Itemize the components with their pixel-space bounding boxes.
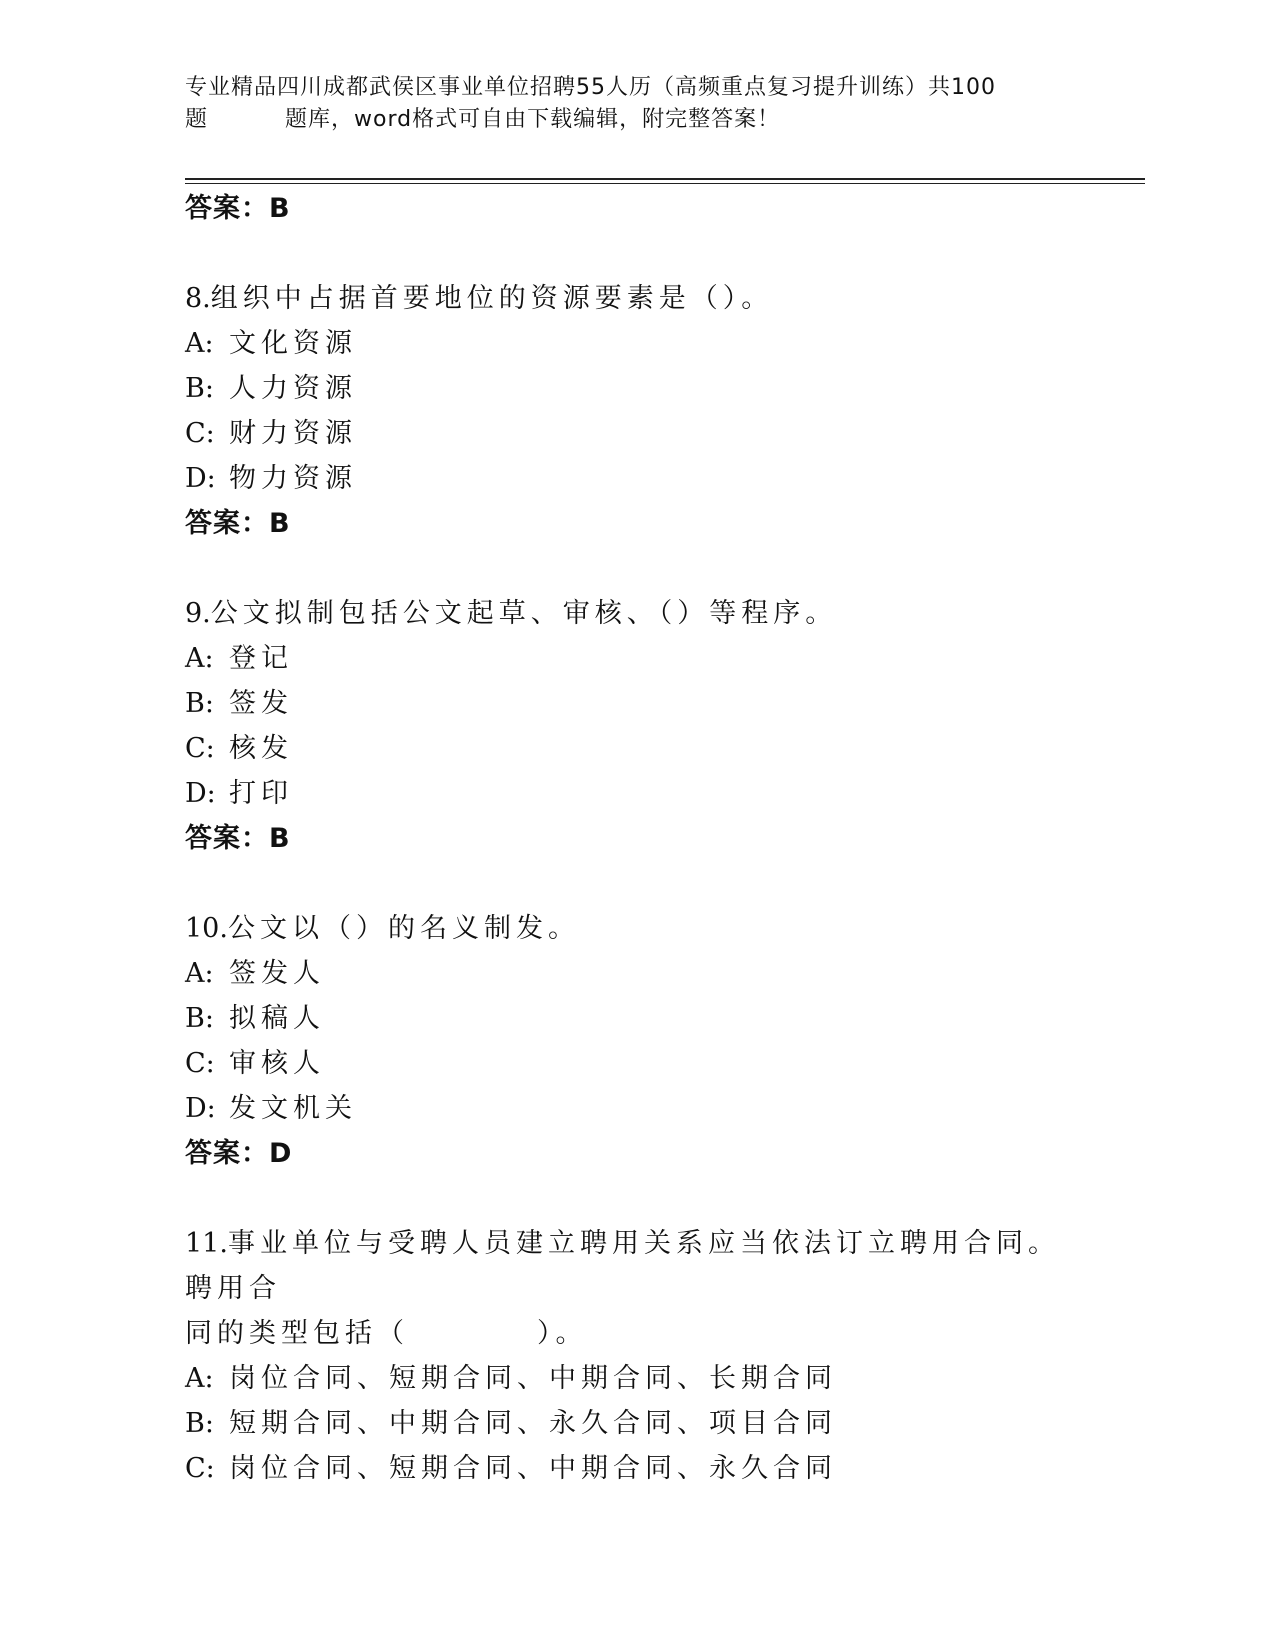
option-text: 登记	[229, 643, 293, 674]
question-8	[185, 276, 1085, 546]
option-text: 核发	[229, 733, 293, 764]
option-text: 签发人	[229, 958, 325, 989]
option-b	[185, 996, 1085, 1041]
option-text: 签发	[229, 688, 293, 719]
option-a	[185, 1356, 1085, 1401]
option-letter: D:	[185, 463, 216, 494]
option-b	[185, 681, 1085, 726]
option-text: 物力资源	[229, 463, 357, 494]
question-stem: 公文以（）的名义制发。	[227, 913, 580, 944]
question-number: 9.	[185, 598, 211, 629]
previous-question-answer: 答案：B	[185, 193, 291, 224]
header-title-line2-left: 题	[185, 107, 209, 132]
question-stem-line2: 同的类型包括（ ）。	[185, 1318, 588, 1349]
option-b	[185, 366, 1085, 411]
question-text	[185, 591, 1085, 636]
question-11	[185, 1221, 1085, 1491]
option-letter: B:	[185, 688, 214, 719]
option-text: 岗位合同、短期合同、中期合同、永久合同	[229, 1453, 837, 1484]
option-text: 岗位合同、短期合同、中期合同、长期合同	[229, 1363, 837, 1394]
option-letter: C:	[185, 733, 215, 764]
header-divider-thick	[185, 178, 1145, 180]
option-letter: C:	[185, 418, 215, 449]
option-text: 打印	[229, 778, 293, 809]
option-c	[185, 726, 1085, 771]
question-10	[185, 906, 1085, 1176]
spacer	[185, 546, 1085, 591]
question-text	[185, 1221, 1085, 1311]
question-stem: 组织中占据首要地位的资源要素是（）。	[210, 283, 774, 314]
option-letter: A:	[185, 328, 214, 359]
option-text: 人力资源	[229, 373, 357, 404]
option-text: 文化资源	[229, 328, 357, 359]
option-letter: A:	[185, 1363, 214, 1394]
option-a	[185, 951, 1085, 996]
header-title-line1: 专业精品四川成都武侯区事业单位招聘55人历（高频重点复习提升训练）共100	[185, 75, 996, 100]
option-c	[185, 1446, 1085, 1491]
option-letter: C:	[185, 1048, 215, 1079]
option-c	[185, 411, 1085, 456]
question-stem: 公文拟制包括公文起草、审核、（）等程序。	[210, 598, 838, 629]
option-c	[185, 1041, 1085, 1086]
spacer	[185, 1176, 1085, 1221]
option-d	[185, 771, 1085, 816]
option-letter: B:	[185, 1408, 214, 1439]
question-stem-line1: 事业单位与受聘人员建立聘用关系应当依法订立聘用合同。聘用合	[185, 1228, 1060, 1304]
spacer	[185, 861, 1085, 906]
option-letter: B:	[185, 373, 214, 404]
option-b	[185, 1401, 1085, 1446]
option-d	[185, 456, 1085, 501]
option-letter: A:	[185, 958, 214, 989]
question-text	[185, 906, 1085, 951]
option-text: 拟稿人	[229, 1003, 325, 1034]
question-text	[185, 276, 1085, 321]
header-title-line2	[185, 104, 1065, 136]
option-a	[185, 636, 1085, 681]
option-d	[185, 1086, 1085, 1131]
option-text: 短期合同、中期合同、永久合同、项目合同	[229, 1408, 837, 1439]
option-text: 财力资源	[229, 418, 357, 449]
question-list	[185, 186, 1085, 1491]
header-divider-thin	[185, 183, 1145, 184]
question-number: 11.	[185, 1228, 228, 1259]
option-text: 审核人	[229, 1048, 325, 1079]
option-letter: D:	[185, 1093, 216, 1124]
question-number: 8.	[185, 283, 211, 314]
question-9	[185, 591, 1085, 861]
question-answer: 答案：B	[185, 823, 291, 854]
option-letter: A:	[185, 643, 214, 674]
option-text: 发文机关	[229, 1093, 357, 1124]
spacer	[185, 231, 1085, 276]
question-number: 10.	[185, 913, 228, 944]
option-a	[185, 321, 1085, 366]
option-letter: B:	[185, 1003, 214, 1034]
option-letter: C:	[185, 1453, 215, 1484]
question-answer: 答案：B	[185, 508, 291, 539]
page-header	[185, 72, 1065, 136]
header-title-line2-right: 题库，word格式可自由下载编辑，附完整答案！	[285, 107, 781, 132]
question-answer: 答案：D	[185, 1138, 293, 1169]
option-letter: D:	[185, 778, 216, 809]
